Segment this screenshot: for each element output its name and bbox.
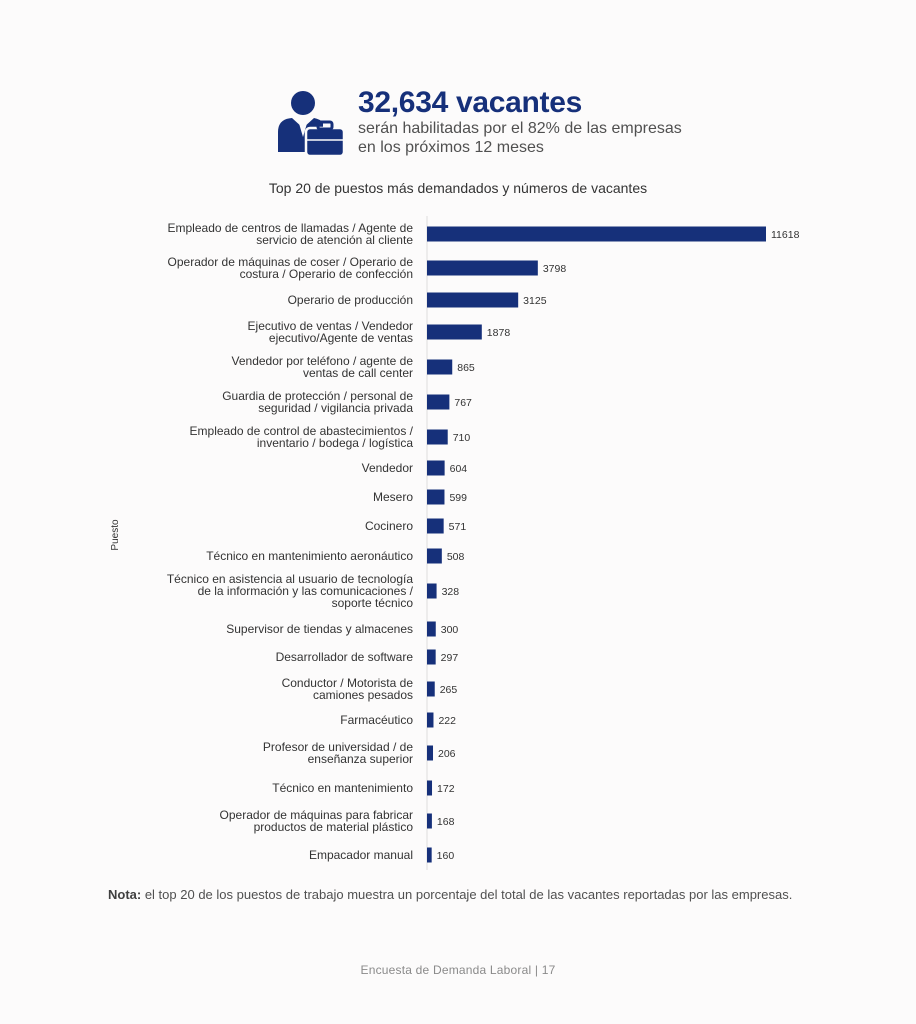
category-label: soporte técnico [331, 596, 413, 610]
note [108, 887, 868, 902]
category-label: seguridad / vigilancia privada [258, 401, 413, 415]
bar [427, 746, 433, 761]
category-label: Supervisor de tiendas y almacenes [226, 622, 413, 636]
data-label: 328 [441, 586, 460, 598]
category-label: Vendedor [361, 461, 413, 475]
category-label: enseñanza superior [307, 752, 413, 766]
category-label: Farmacéutico [340, 713, 413, 727]
data-label: 599 [449, 492, 468, 504]
data-label: 265 [439, 684, 458, 696]
category-label: Técnico en asistencia al usuario de tecnología [166, 572, 413, 586]
category-label: Profesor de universidad / de [262, 740, 413, 754]
bar [427, 622, 436, 637]
bar [427, 682, 435, 697]
category-label: Empleado de control de abastecimientos / [189, 424, 413, 438]
category-label: Operador de máquinas para fabricar [219, 808, 413, 822]
bar [427, 848, 432, 863]
category-label: Empleado de centros de llamadas / Agente de [167, 221, 413, 235]
data-label: 710 [452, 432, 471, 444]
category-label: servicio de atención al cliente [256, 233, 413, 247]
data-label: 300 [440, 624, 459, 636]
bar [427, 325, 482, 340]
bar [427, 519, 444, 534]
data-label: 1878 [486, 327, 511, 339]
bar [427, 461, 445, 476]
bar [427, 713, 433, 728]
data-label: 297 [440, 652, 459, 664]
bar [427, 584, 437, 599]
category-label: Ejecutivo de ventas / Vendedor [247, 319, 413, 333]
category-label: ejecutivo/Agente de ventas [268, 331, 413, 345]
category-label: ventas de call center [302, 366, 413, 380]
data-label: 571 [448, 521, 467, 533]
bar [427, 261, 538, 276]
bar [427, 430, 448, 445]
data-label: 206 [438, 748, 456, 760]
category-label: productos de material plástico [253, 820, 413, 834]
bar [427, 650, 436, 665]
category-label: Mesero [372, 490, 413, 504]
data-label: 168 [436, 816, 455, 828]
category-label: Operador de máquinas de coser / Operario de [167, 255, 413, 269]
category-label: Técnico en mantenimiento aeronáutico [206, 549, 413, 563]
page-footer: Encuesta de Demanda Laboral | 17 [360, 963, 556, 977]
category-label: Técnico en mantenimiento [272, 781, 413, 795]
bar [427, 360, 452, 375]
bar [427, 490, 444, 505]
category-label: inventario / bodega / logística [256, 436, 413, 450]
data-label: 865 [457, 362, 475, 374]
chart-title: Top 20 de puestos más demandados y números de vacantes [268, 180, 648, 196]
data-label: 160 [436, 850, 455, 862]
category-label: Vendedor por teléfono / agente de [231, 354, 413, 368]
data-label: 508 [446, 551, 465, 563]
headline-subtitle: serán habilitadas por el 82% de las empresas en los próximos 12 meses [358, 120, 682, 156]
bar [427, 814, 432, 829]
data-label: 767 [454, 397, 472, 409]
note-label: Nota: [108, 887, 142, 902]
category-label: Cocinero [364, 519, 413, 533]
headline: 32,634 vacantes [358, 86, 583, 119]
category-label: de la información y las comunicaciones / [197, 584, 413, 598]
data-label: 172 [437, 783, 455, 795]
data-label: 604 [449, 463, 468, 475]
bar [427, 293, 518, 308]
bar [427, 549, 442, 564]
category-label: Guardia de protección / personal de [222, 389, 413, 403]
category-label: Operario de producción [287, 293, 413, 307]
category-label: costura / Operario de confección [239, 267, 413, 281]
data-label: 222 [438, 715, 457, 727]
bar [427, 227, 766, 242]
category-label: camiones pesados [312, 688, 413, 702]
data-label: 3125 [523, 295, 547, 307]
bar [427, 781, 432, 796]
note-text: el top 20 de los puestos de trabajo muestra un porcentaje del total de las vacantes reportadas por las empresas. [141, 887, 793, 902]
category-label: Desarrollador de software [275, 650, 413, 664]
y-axis-title: Puesto [110, 519, 121, 551]
category-label: Conductor / Motorista de [281, 676, 413, 690]
data-label: 3798 [542, 263, 567, 275]
category-label: Empacador manual [308, 848, 413, 862]
bar [427, 395, 449, 410]
data-label: 11618 [771, 229, 800, 241]
